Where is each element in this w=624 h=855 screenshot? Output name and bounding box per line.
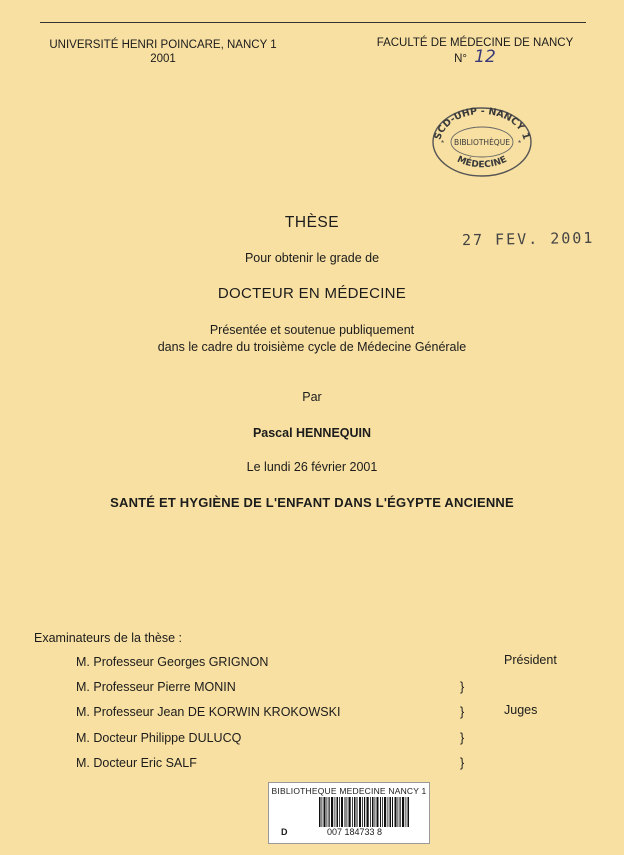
barcode-bars xyxy=(319,797,409,827)
university-name: UNIVERSITÉ HENRI POINCARE, NANCY 1 xyxy=(49,39,277,51)
svg-text:*: * xyxy=(518,139,522,148)
par-label: Par xyxy=(302,390,322,404)
grade-intro: Pour obtenir le grade de xyxy=(244,251,380,265)
stamp-top-text: SCD-UHP - NANCY 1 xyxy=(432,105,532,142)
barcode-library-name: BIBLIOTHEQUE MEDECINE NANCY 1 xyxy=(271,786,427,796)
examiners-heading: Examinateurs de la thèse : xyxy=(34,631,182,645)
faculty-block xyxy=(362,36,588,66)
thesis-subject: SANTÉ ET HYGIÈNE DE L'ENFANT DANS L'ÉGYPTE ANCIENNE xyxy=(110,495,514,510)
jury-brace: } xyxy=(460,680,465,694)
svg-text:SCD-UHP - NANCY 1 xyxy=(432,106,531,141)
presentation-line-1: Présentée et soutenue publiquement xyxy=(209,323,415,337)
faculty-name: FACULTÉ DE MÉDECINE DE NANCY xyxy=(376,37,574,49)
number-handwritten: 12 xyxy=(474,47,496,67)
library-barcode-label xyxy=(268,782,430,844)
barcode-number: 007 184733 8 xyxy=(327,827,383,837)
jury-role-juges: Juges xyxy=(504,703,538,717)
defense-date: Le lundi 26 février 2001 xyxy=(246,460,378,474)
jury-brace: } xyxy=(460,731,465,745)
jury-member-name: M. Professeur Jean DE KORWIN KROKOWSKI xyxy=(76,705,341,719)
number-label: N° xyxy=(454,53,468,65)
barcode-prefix: D xyxy=(281,827,288,837)
jury-member-name: M. Professeur Pierre MONIN xyxy=(76,680,236,694)
thesis-number xyxy=(362,47,588,67)
jury-brace: } xyxy=(460,705,465,719)
presentation-text xyxy=(0,322,624,356)
author-name: Pascal HENNEQUIN xyxy=(252,426,372,440)
stamp-middle-text: BIBLIOTHÈQUE xyxy=(454,138,510,147)
university-block xyxy=(38,38,288,66)
top-rule xyxy=(40,22,586,23)
svg-text:*: * xyxy=(441,139,445,148)
university-year: 2001 xyxy=(150,53,176,65)
library-stamp xyxy=(430,104,534,180)
stamp-bottom-text: MÉDECINE xyxy=(455,154,509,171)
jury-member-name: M. Docteur Eric SALF xyxy=(76,756,197,770)
jury-member-name: M. Docteur Philippe DULUCQ xyxy=(76,731,242,745)
reception-date-stamp: 27 FEV. 2001 xyxy=(461,228,595,250)
thesis-heading: THÈSE xyxy=(284,214,340,231)
presentation-line-2: dans le cadre du troisième cycle de Médecine Générale xyxy=(157,340,467,354)
degree-title: DOCTEUR EN MÉDECINE xyxy=(217,285,407,302)
jury-brace: } xyxy=(460,756,465,770)
jury-member-name: M. Professeur Georges GRIGNON xyxy=(76,655,269,669)
jury-role-president: Président xyxy=(504,653,557,667)
